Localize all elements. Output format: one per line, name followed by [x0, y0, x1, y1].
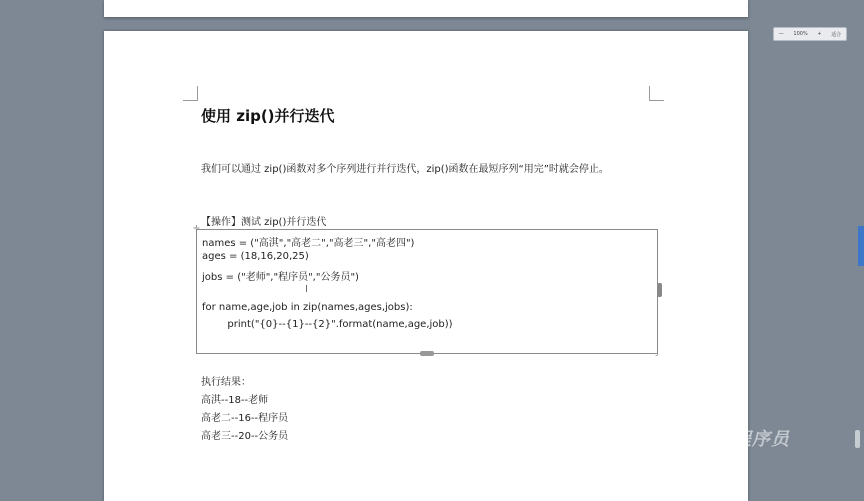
resize-handle-icon[interactable]: ✛: [193, 224, 200, 233]
code-line: jobs = ("老师","程序员","公务员"): [202, 272, 359, 283]
result-line: 高老三--20--公务员: [201, 431, 289, 442]
previous-page: [104, 0, 748, 17]
section-heading: 使用 zip()并行迭代: [201, 107, 335, 125]
code-line: for name,age,job in zip(names,ages,jobs):: [202, 302, 413, 313]
code-line: ages = (18,16,20,25): [202, 251, 309, 262]
code-line: print("{0}--{1}--{2}".format(name,age,job)): [202, 319, 453, 330]
text-cursor-icon: I: [305, 284, 308, 295]
result-title: 执行结果：: [201, 377, 251, 388]
code-text-box[interactable]: [193, 224, 659, 357]
zoom-out-button[interactable]: —: [778, 31, 784, 37]
margin-corner-top-left: [183, 86, 198, 101]
margin-corner-top-right: [649, 86, 664, 101]
zoom-control[interactable]: [773, 27, 847, 41]
bottom-resize-handle[interactable]: [420, 351, 434, 356]
zoom-fit-button[interactable]: 适合: [831, 31, 842, 38]
operation-label: 【操作】测试 zip()并行迭代: [201, 217, 327, 228]
result-line: 高淇--18--老师: [201, 395, 269, 406]
intro-paragraph: 我们可以通过 zip()函数对多个序列进行并行迭代，zip()函数在最短序列“用完”时就会停止。: [201, 164, 609, 175]
result-line: 高老二--16--程序员: [201, 413, 289, 424]
scrollbar-thumb[interactable]: [855, 430, 860, 448]
zoom-level[interactable]: 100%: [793, 31, 808, 37]
zoom-in-button[interactable]: +: [817, 31, 822, 37]
resize-handle-icon[interactable]: ⌟: [655, 348, 659, 357]
side-resize-handle[interactable]: [657, 283, 662, 297]
watermark-logo: 尚学堂·百战程序员: [630, 429, 790, 450]
side-panel-tab[interactable]: [858, 226, 864, 266]
code-line: names = ("高淇","高老二","高老三","高老四"): [202, 238, 415, 249]
